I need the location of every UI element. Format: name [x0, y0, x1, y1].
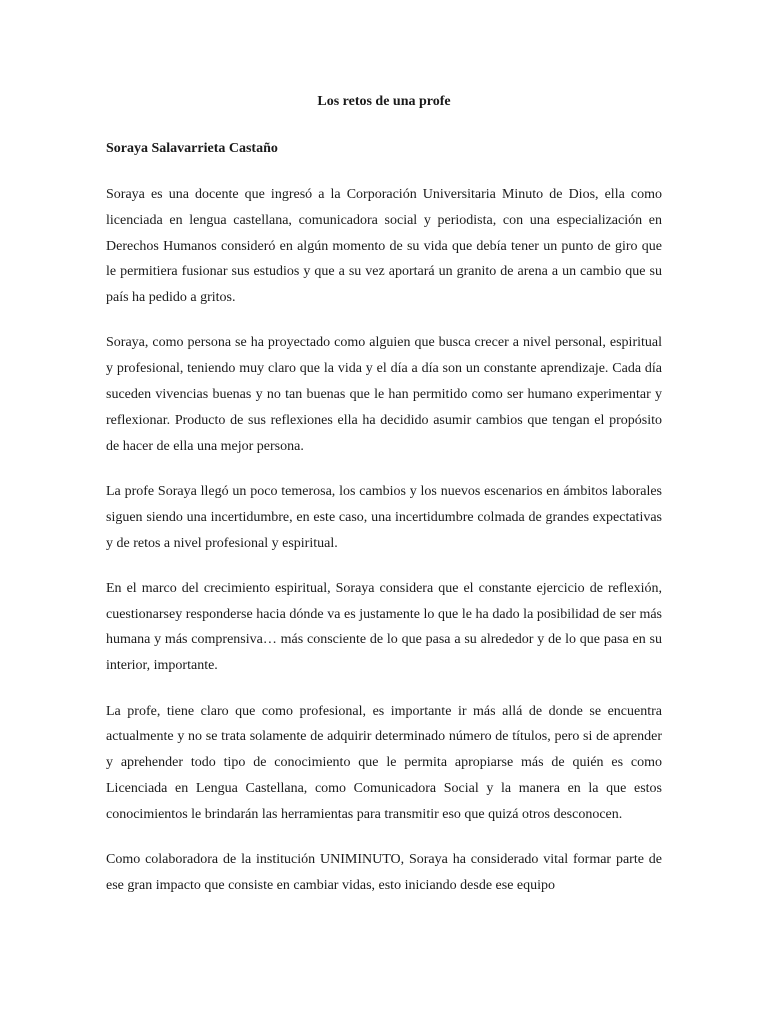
paragraph-3: La profe Soraya llegó un poco temerosa, los cambios y los nuevos escenarios en ámbitos laborales siguen siendo una incertidumbre, en este caso, una incertidumbre colmada de grandes expectativas y de retos a nivel profesional y espiritual. [106, 483, 662, 551]
paragraph-5: La profe, tiene claro que como profesional, es importante ir más allá de donde se encuentra actualmente y no se trata solamente de adquirir determinado número de títulos, pero si de aprender y aprehender todo tipo de conocimiento que le permita apropiarse más de quién es como Licenciada en Lengua Castellana, como Comunicadora Social y la manera en la que estos conocimientos le brindarán las herramientas para transmitir eso que quizá otros desconocen. [106, 703, 662, 822]
paragraph-6: Como colaboradora de la institución UNIMINUTO, Soraya ha considerado vital formar parte de ese gran impacto que consiste en cambiar vidas, esto iniciando desde ese equipo [106, 852, 662, 893]
paragraph-2: Soraya, como persona se ha proyectado como alguien que busca crecer a nivel personal, espiritual y profesional, teniendo muy claro que la vida y el día a día son un constante aprendizaje. Cada día suceden vivencias buenas y no tan buenas que le han permitido como ser humano experimentar y reflexionar. Producto de sus reflexiones ella ha decidido asumir cambios que tengan el propósito de hacer de ella una mejor persona. [106, 335, 662, 454]
document-author: Soraya Salavarrieta Castaño [106, 141, 278, 156]
document-title: Los retos de una profe [317, 94, 451, 109]
paragraph-1: Soraya es una docente que ingresó a la Corporación Universitaria Minuto de Dios, ella como licenciada en lengua castellana, comunicadora social y periodista, con una especialización en Derechos Humanos consideró en algún momento de su vida que debía tener un punto de giro que le permitiera fusionar sus estudios y que a su vez aportará un granito de arena a un cambio que su país ha pedido a gritos. [106, 187, 662, 306]
paragraph-4: En el marco del crecimiento espiritual, Soraya considera que el constante ejercicio de reflexión, cuestionarsey responderse hacia dónde va es justamente lo que le ha dado la posibilidad de ser más humana y más comprensiva… más consciente de lo que pasa a su alrededor y de lo que pasa en su interior, importante. [106, 580, 662, 674]
